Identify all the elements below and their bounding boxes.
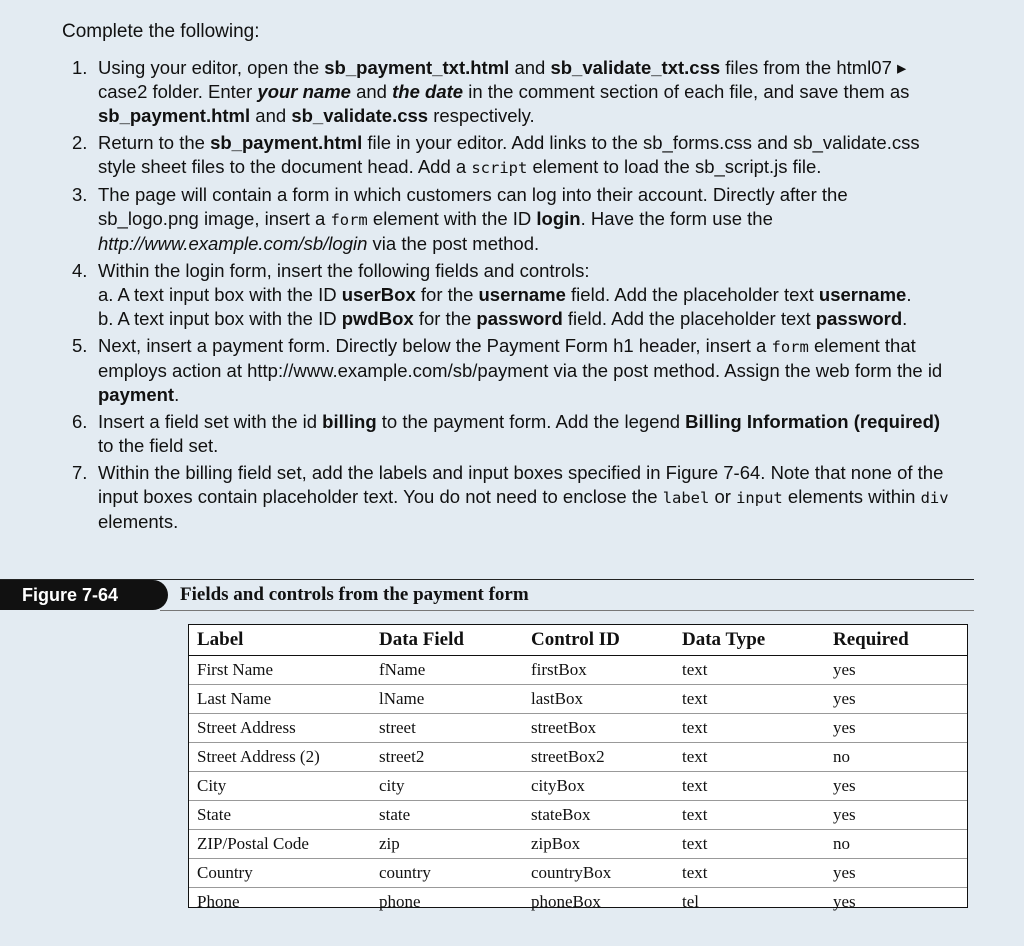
table-cell: country	[371, 859, 523, 888]
table-cell: zipBox	[523, 830, 674, 859]
instruction-text: .	[174, 384, 180, 405]
table-cell: fName	[371, 656, 523, 685]
instruction-text: element to load the sb_script.js file.	[527, 156, 822, 177]
instruction-text: Next, insert a payment form. Directly below the Payment Form h1 header, insert a	[98, 335, 772, 356]
instruction-text: or	[709, 486, 737, 507]
instruction-text: to the payment form. Add the legend	[376, 411, 686, 432]
step-body	[98, 335, 942, 405]
emphasis-text: password	[476, 308, 563, 329]
table-cell: street	[371, 714, 523, 743]
emphasis-text: Billing Information (required)	[685, 411, 941, 432]
table-cell: text	[674, 714, 825, 743]
table-row	[189, 801, 967, 830]
emphasis-text: sb_payment.html	[98, 105, 251, 126]
emphasis-text: username	[818, 284, 907, 305]
table-cell: streetBox	[523, 714, 674, 743]
table-cell: Last Name	[189, 685, 371, 714]
table-cell: street2	[371, 743, 523, 772]
instruction-step	[62, 56, 952, 128]
instruction-text: elements.	[98, 511, 179, 532]
step-number: 7.	[72, 462, 88, 483]
instruction-text: element with the ID	[367, 208, 537, 229]
step-body	[98, 462, 949, 532]
instruction-text: . Have the form use the	[580, 208, 773, 229]
table-cell: city	[371, 772, 523, 801]
table-row	[189, 859, 967, 888]
table-cell: state	[371, 801, 523, 830]
emphasis-text: sb_validate.css	[291, 105, 429, 126]
column-header-control-id: Control ID	[523, 625, 674, 656]
instruction-text: Within the login form, insert the following fields and controls:	[98, 260, 590, 281]
code-term: input	[736, 489, 783, 507]
instruction-text: Using your editor, open the	[98, 57, 325, 78]
column-header-required: Required	[825, 625, 967, 656]
table-cell: text	[674, 772, 825, 801]
instruction-text: .	[906, 284, 912, 305]
step-number: 5.	[72, 335, 88, 356]
instruction-text: The page will contain a form in which customers can log into their account. Directly after the sb_logo.png image, insert a	[98, 184, 848, 229]
instruction-text: file in your editor. Add links to the sb_forms.css and sb_validate.css style sheet files to the document head. Add a	[98, 132, 920, 177]
instruction-text: files from the html07 ▸ case2 folder. Enter	[98, 57, 907, 102]
step-body	[98, 132, 920, 177]
table-cell: zip	[371, 830, 523, 859]
table-row	[189, 656, 967, 685]
step-body	[98, 184, 848, 254]
table-cell: Phone	[197, 892, 240, 911]
sub-step	[98, 283, 952, 307]
instruction-step	[62, 410, 952, 458]
step-number: 6.	[72, 411, 88, 432]
table-row	[189, 743, 967, 772]
instruction-text: via the post method.	[367, 233, 540, 254]
table-cell: cityBox	[523, 772, 674, 801]
column-header-data-type: Data Type	[674, 625, 825, 656]
emphasis-text: login	[536, 208, 581, 229]
instruction-text: Within the billing field set, add the labels and input boxes specified in Figure 7-64. Note that none of the input boxes contain placeholder text. You do not need to enclose the	[98, 462, 944, 507]
column-header-label: Label	[189, 625, 371, 656]
instruction-text: and	[250, 105, 292, 126]
table-cell: firstBox	[523, 656, 674, 685]
table-header-row	[189, 625, 967, 656]
step-body	[98, 260, 590, 281]
instruction-text: and	[509, 57, 551, 78]
code-term: form	[771, 338, 809, 356]
instruction-text: for the	[415, 284, 479, 305]
emphasis-text: sb_payment_txt.html	[324, 57, 510, 78]
table-row	[189, 685, 967, 714]
emphasis-text: sb_payment.html	[210, 132, 363, 153]
emphasis-text: your name	[257, 81, 351, 102]
table-cell: Street Address	[189, 714, 371, 743]
table-cell: stateBox	[523, 801, 674, 830]
table-cell: Country	[189, 859, 371, 888]
step-body	[98, 411, 940, 456]
table-cell: text	[674, 830, 825, 859]
emphasis-text: username	[478, 284, 566, 305]
table-cell: streetBox2	[523, 743, 674, 772]
table-cell: lName	[371, 685, 523, 714]
table-cell: State	[189, 801, 371, 830]
code-term: label	[662, 489, 710, 507]
emphasis-text: password	[815, 308, 903, 329]
emphasis-text: http://www.example.com/sb/login	[98, 233, 368, 254]
table-cell: yes	[825, 772, 967, 801]
table-cell: countryBox	[523, 859, 674, 888]
instruction-text: to the field set.	[98, 435, 219, 456]
table-cell: yes	[825, 801, 967, 830]
sub-step	[98, 307, 952, 331]
table-row	[189, 772, 967, 801]
emphasis-text: billing	[322, 411, 377, 432]
table-cell: yes	[833, 892, 856, 911]
table-row	[189, 830, 967, 859]
instruction-text: a. A text input box with the ID	[98, 284, 342, 305]
table-cell: yes	[825, 656, 967, 685]
step-body	[98, 57, 909, 126]
table-cell: yes	[825, 859, 967, 888]
step-number: 1.	[72, 57, 88, 78]
instruction-text: element that employs action at http://www.example.com/sb/payment via the post method. Assign the web form the id	[98, 335, 943, 381]
fields-table	[188, 624, 968, 911]
emphasis-text: userBox	[341, 284, 416, 305]
instruction-text: b. A text input box with the ID	[98, 308, 342, 329]
code-term: div	[920, 489, 949, 507]
table-cell: no	[825, 830, 967, 859]
table-cell: text	[674, 801, 825, 830]
table-cell: text	[674, 656, 825, 685]
instruction-text: for the	[413, 308, 477, 329]
code-term: form	[330, 211, 368, 229]
table-cell: ZIP/Postal Code	[189, 830, 371, 859]
table-cell: no	[825, 743, 967, 772]
instruction-list	[62, 56, 952, 537]
instruction-step	[62, 461, 952, 534]
figure-caption: Fields and controls from the payment form	[180, 584, 529, 605]
table-row	[189, 714, 967, 743]
table-cell: text	[674, 685, 825, 714]
table-cell: yes	[825, 685, 967, 714]
table-cell: text	[674, 859, 825, 888]
table-cell: Street Address (2)	[189, 743, 371, 772]
table-cell: lastBox	[523, 685, 674, 714]
instruction-text: elements within	[782, 486, 921, 507]
table-cell: City	[189, 772, 371, 801]
instruction-step	[62, 259, 952, 331]
instruction-step	[62, 334, 952, 407]
step-number: 4.	[72, 260, 88, 281]
instruction-text: .	[902, 308, 908, 329]
table-cell: phoneBox	[531, 892, 601, 911]
table-cell: phone	[379, 892, 421, 911]
table-cell: text	[674, 743, 825, 772]
table-cell: First Name	[189, 656, 371, 685]
code-term: script	[471, 159, 528, 177]
emphasis-text: sb_validate_txt.css	[550, 57, 721, 78]
instruction-text: in the comment section of each file, and save them as	[463, 81, 910, 102]
instruction-step	[62, 183, 952, 256]
instruction-step	[62, 131, 952, 180]
table-row	[189, 888, 967, 917]
instruction-text: field. Add the placeholder text	[565, 284, 819, 305]
column-header-data-field: Data Field	[371, 625, 523, 656]
instruction-text: Return to the	[98, 132, 211, 153]
instruction-text: field. Add the placeholder text	[562, 308, 816, 329]
instruction-text: Insert a field set with the id	[98, 411, 323, 432]
intro-text: Complete the following:	[62, 21, 260, 42]
emphasis-text: the date	[392, 81, 464, 102]
emphasis-text: payment	[98, 384, 175, 405]
instruction-text: and	[350, 81, 393, 102]
table-cell: tel	[682, 892, 699, 911]
step-number: 3.	[72, 184, 88, 205]
figure-rule-bottom	[160, 610, 974, 611]
emphasis-text: pwdBox	[341, 308, 414, 329]
figure-label: Figure 7-64	[0, 580, 168, 610]
table-cell: yes	[825, 714, 967, 743]
step-number: 2.	[72, 132, 88, 153]
instruction-text: respectively.	[428, 105, 535, 126]
